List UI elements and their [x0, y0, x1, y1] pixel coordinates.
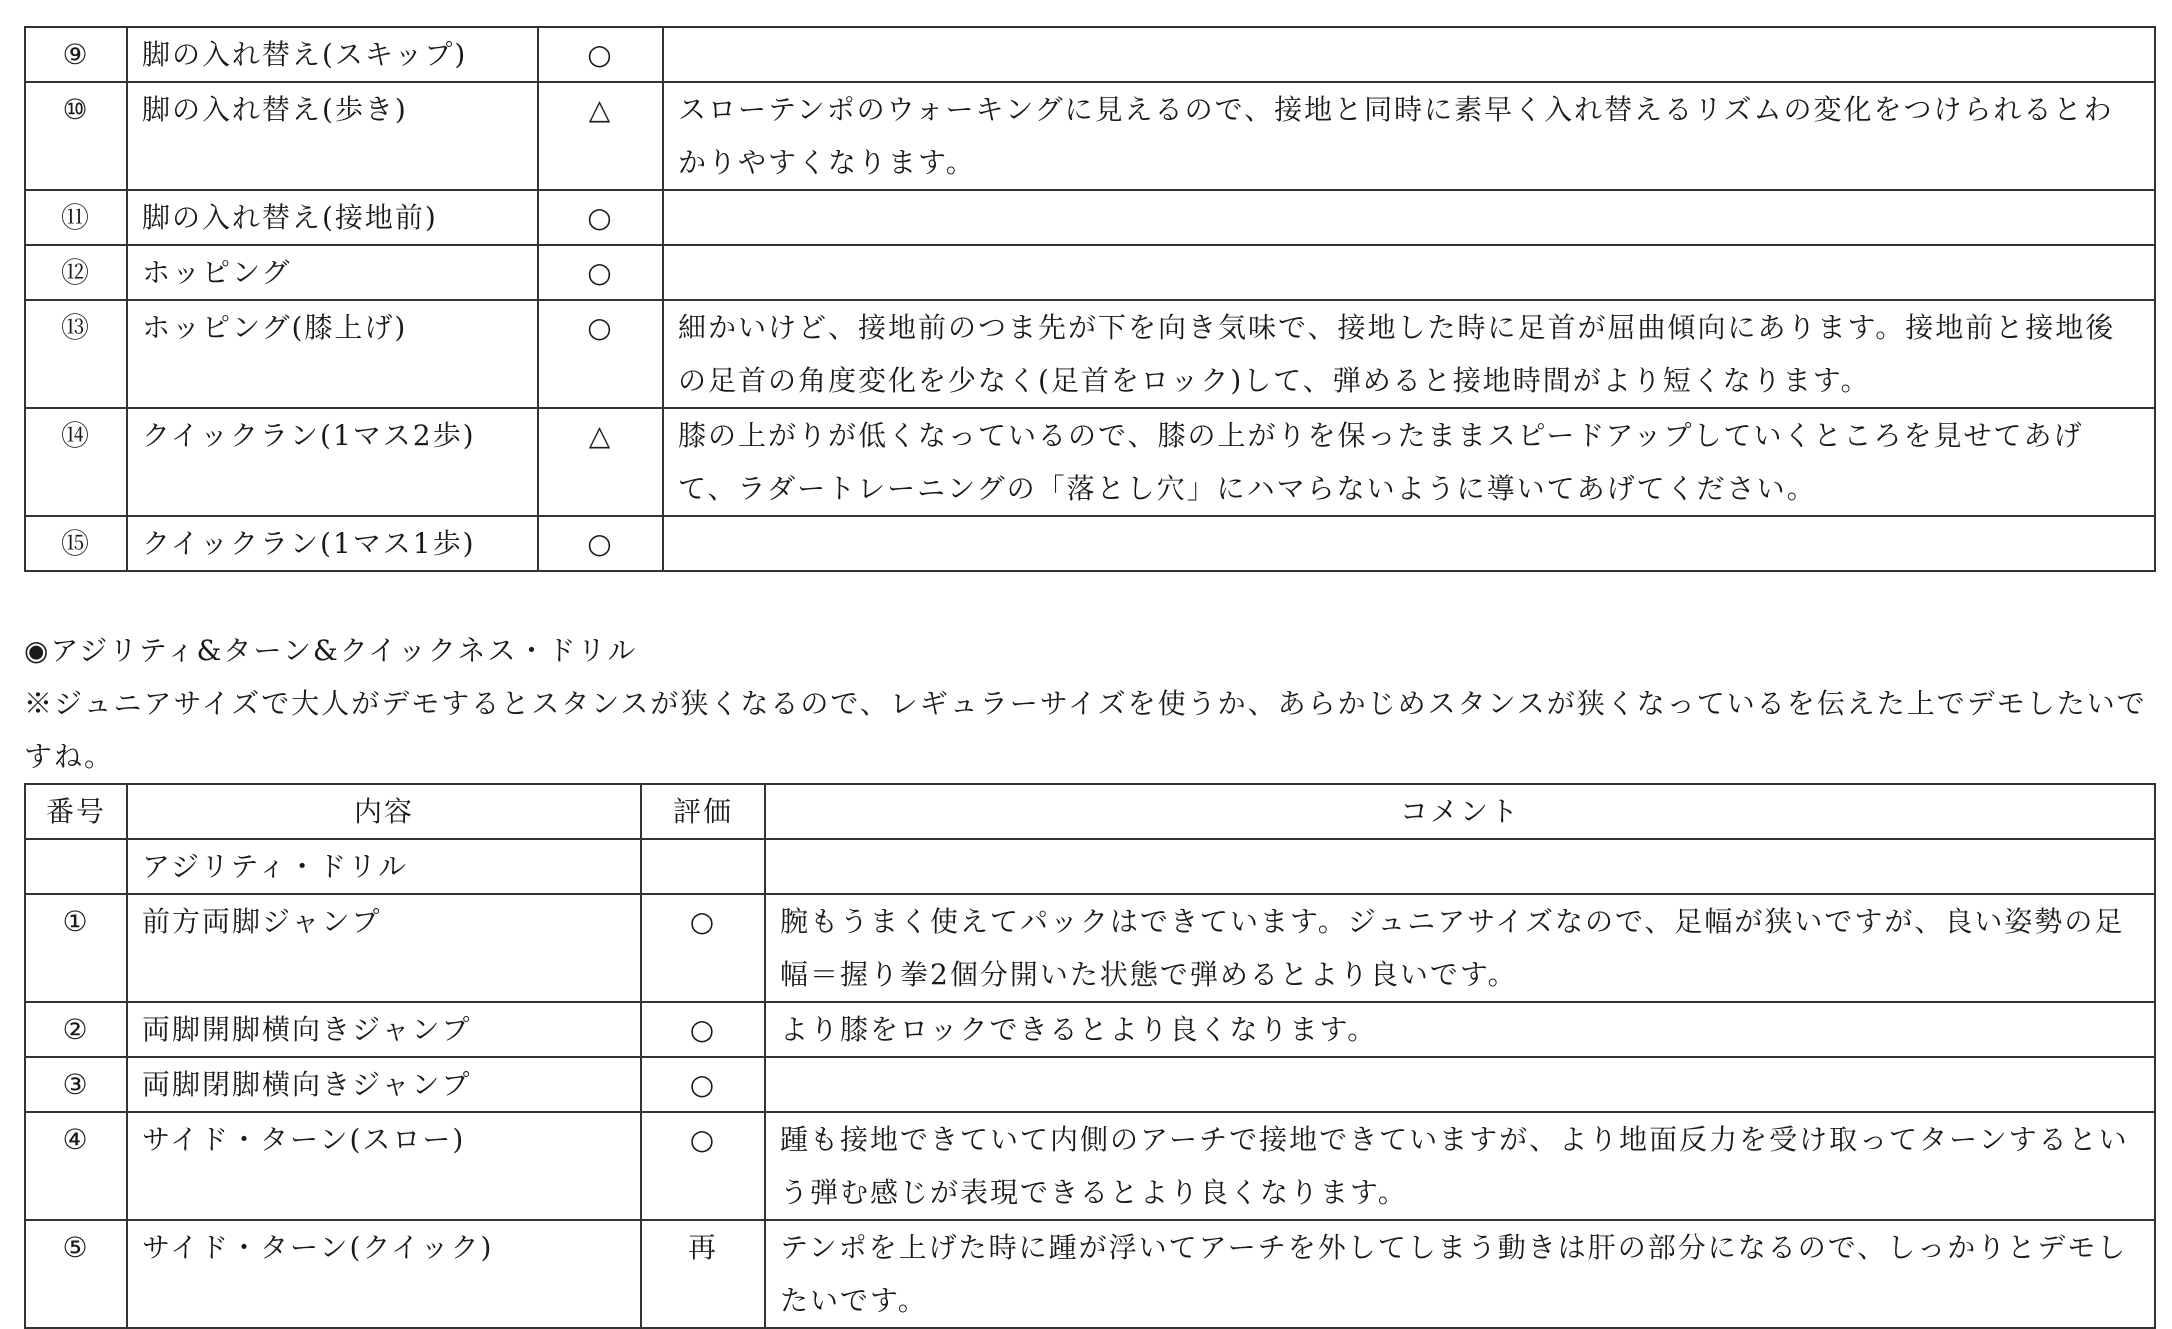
header-number: 番号	[25, 784, 127, 839]
row-content: サイド・ターン(スロー)	[127, 1112, 641, 1220]
row-number: ③	[25, 1057, 127, 1112]
row-content: 両脚開脚横向きジャンプ	[127, 1002, 641, 1057]
row-comment: 腕もうまく使えてパックはできています。ジュニアサイズなので、足幅が狭いですが、良い姿勢の足幅＝握り拳2個分開いた状態で弾めるとより良いです。	[765, 894, 2155, 1002]
header-comment: コメント	[765, 784, 2155, 839]
table-row	[25, 190, 2155, 245]
row-number: ⑭	[25, 408, 127, 516]
row-number: ②	[25, 1002, 127, 1057]
row-evaluation: ○	[641, 1002, 765, 1057]
table-row	[25, 516, 2155, 571]
row-evaluation: ○	[538, 516, 663, 571]
row-evaluation: ○	[538, 190, 663, 245]
table-row	[25, 1220, 2155, 1328]
row-content: 脚の入れ替え(接地前)	[127, 190, 538, 245]
row-comment: 細かいけど、接地前のつま先が下を向き気味で、接地した時に足首が屈曲傾向にあります。接地前と接地後の足首の角度変化を少なく(足首をロック)して、弾めると接地時間がより短くなります。	[663, 300, 2155, 408]
row-content: 脚の入れ替え(歩き)	[127, 82, 538, 190]
section-heading: ◉アジリティ&ターン&クイックネス・ドリル	[24, 634, 638, 667]
table-row	[25, 1112, 2155, 1220]
row-content: 前方両脚ジャンプ	[127, 894, 641, 1002]
row-evaluation: 再	[641, 1220, 765, 1328]
row-number: ⑤	[25, 1220, 127, 1328]
row-number: ⑫	[25, 245, 127, 300]
row-comment: より膝をロックできるとより良くなります。	[765, 1002, 2155, 1057]
row-content: 両脚閉脚横向きジャンプ	[127, 1057, 641, 1112]
section-note: ※ジュニアサイズで大人がデモするとスタンスが狭くなるので、レギュラーサイズを使うか、あらかじめスタンスが狭くなっているを伝えた上でデモしたいですね。	[24, 687, 2147, 773]
row-content: アジリティ・ドリル	[127, 839, 641, 894]
table-row	[25, 894, 2155, 1002]
row-number: ⑩	[25, 82, 127, 190]
table-row	[25, 408, 2155, 516]
row-evaluation: ○	[538, 27, 663, 82]
row-number: ①	[25, 894, 127, 1002]
row-evaluation: ○	[641, 894, 765, 1002]
row-comment	[663, 190, 2155, 245]
table-row	[25, 245, 2155, 300]
document	[24, 26, 2154, 1329]
row-content: サイド・ターン(クイック)	[127, 1220, 641, 1328]
row-content: クイックラン(1マス1歩)	[127, 516, 538, 571]
drill-table-continued	[24, 26, 2156, 572]
row-comment: スローテンポのウォーキングに見えるので、接地と同時に素早く入れ替えるリズムの変化をつけられるとわかりやすくなります。	[663, 82, 2155, 190]
table-row	[25, 1002, 2155, 1057]
row-comment: 踵も接地できていて内側のアーチで接地できていますが、より地面反力を受け取ってターンするという弾む感じが表現できるとより良くなります。	[765, 1112, 2155, 1220]
row-evaluation: ○	[641, 1057, 765, 1112]
row-comment	[765, 839, 2155, 894]
table-row	[25, 300, 2155, 408]
row-content: ホッピング(膝上げ)	[127, 300, 538, 408]
row-comment	[663, 27, 2155, 82]
row-evaluation: ○	[641, 1112, 765, 1220]
row-content: クイックラン(1マス2歩)	[127, 408, 538, 516]
table-header-row	[25, 784, 2155, 839]
agility-drill-table	[24, 783, 2156, 1329]
row-evaluation: △	[538, 82, 663, 190]
row-content: ホッピング	[127, 245, 538, 300]
table-row	[25, 839, 2155, 894]
row-number: ④	[25, 1112, 127, 1220]
row-comment: テンポを上げた時に踵が浮いてアーチを外してしまう動きは肝の部分になるので、しっかりとデモしたいです。	[765, 1220, 2155, 1328]
row-number: ⑮	[25, 516, 127, 571]
row-evaluation: ○	[538, 300, 663, 408]
row-evaluation	[641, 839, 765, 894]
row-content: 脚の入れ替え(スキップ)	[127, 27, 538, 82]
row-comment	[765, 1057, 2155, 1112]
row-comment: 膝の上がりが低くなっているので、膝の上がりを保ったままスピードアップしていくところを見せてあげて、ラダートレーニングの「落とし穴」にハマらないように導いてあげてください。	[663, 408, 2155, 516]
header-content: 内容	[127, 784, 641, 839]
row-evaluation: △	[538, 408, 663, 516]
table-row	[25, 27, 2155, 82]
row-number: ⑨	[25, 27, 127, 82]
row-comment	[663, 245, 2155, 300]
row-evaluation: ○	[538, 245, 663, 300]
table-row	[25, 1057, 2155, 1112]
row-comment	[663, 516, 2155, 571]
row-number	[25, 839, 127, 894]
header-evaluation: 評価	[641, 784, 765, 839]
row-number: ⑪	[25, 190, 127, 245]
row-number: ⑬	[25, 300, 127, 408]
table-row	[25, 82, 2155, 190]
